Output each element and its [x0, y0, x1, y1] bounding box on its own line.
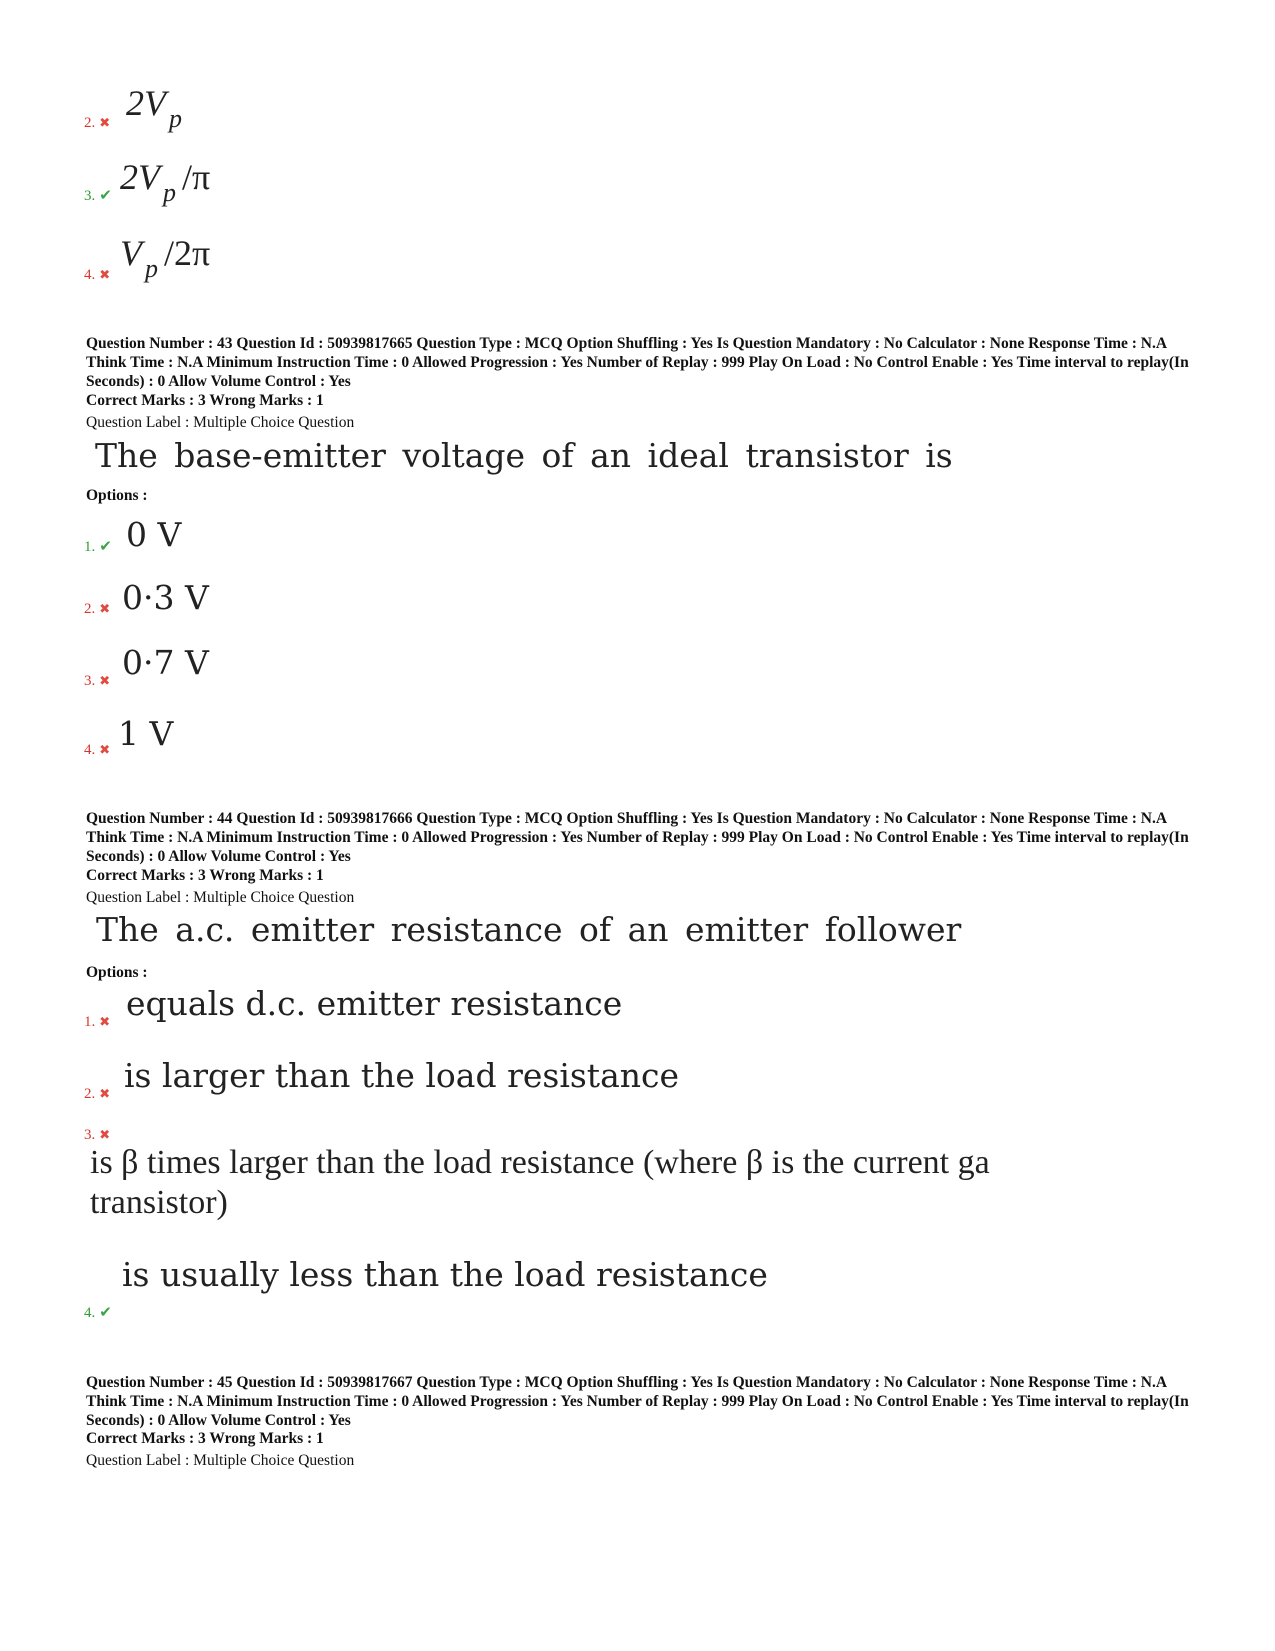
wrong-icon: ✖	[99, 267, 111, 282]
option-text: 0·3 V	[122, 578, 209, 617]
correct-icon: ✔	[99, 188, 112, 204]
option-number: 3. ✖	[84, 1127, 111, 1143]
question-text: The a.c. emitter resistance of an emitter follower	[96, 910, 962, 949]
wrong-icon: ✖	[99, 1086, 111, 1101]
option-number: 3. ✖	[84, 673, 111, 689]
question-marks: Correct Marks : 3 Wrong Marks : 1	[86, 867, 324, 884]
option-number: 3. ✔	[84, 188, 112, 204]
option-text: equals d.c. emitter resistance	[126, 984, 623, 1023]
option-text: is usually less than the load resistance	[122, 1255, 768, 1294]
option-number: 1. ✖	[84, 1014, 111, 1030]
wrong-icon: ✖	[99, 742, 111, 757]
option-number: 4. ✖	[84, 267, 111, 283]
option-number: 2. ✖	[84, 601, 111, 617]
option-number: 2. ✖	[84, 1086, 111, 1102]
wrong-icon: ✖	[99, 1014, 111, 1029]
option-text-line: transistor)	[90, 1184, 228, 1221]
wrong-icon: ✖	[99, 601, 111, 616]
question-label: Question Label : Multiple Choice Question	[86, 889, 355, 906]
option-number: 1. ✔	[84, 539, 112, 555]
wrong-icon: ✖	[99, 673, 111, 688]
correct-icon: ✔	[99, 1305, 112, 1321]
question-meta: Question Number : 45 Question Id : 50939817667 Question Type : MCQ Option Shuffling : Yes Is Question Mandatory : No Calculator : None Response Time : N.A Think Time : N.A Minimum Instruction Time : 0 Allowed Progression : Yes Number of Replay : 999 Play On Load : No Control Enable : Yes Time interval to replay(In Seconds) : 0 Allow Volume Control : Yes	[86, 1374, 1189, 1429]
option-expression: 2V $_p$ /π	[120, 157, 211, 207]
question-text: The base-emitter voltage of an ideal transistor is	[95, 436, 953, 475]
question-marks: Correct Marks : 3 Wrong Marks : 1	[86, 1430, 324, 1447]
question-marks: Correct Marks : 3 Wrong Marks : 1	[86, 392, 324, 409]
wrong-icon: ✖	[99, 115, 111, 130]
options-label: Options :	[86, 487, 148, 504]
option-expression: V $_p$ /2π	[120, 233, 211, 283]
option-text: is larger than the load resistance	[124, 1056, 680, 1095]
question-meta: Question Number : 44 Question Id : 50939817666 Question Type : MCQ Option Shuffling : Yes Is Question Mandatory : No Calculator : None Response Time : N.A Think Time : N.A Minimum Instruction Time : 0 Allowed Progression : Yes Number of Replay : 999 Play On Load : No Control Enable : Yes Time interval to replay(In Seconds) : 0 Allow Volume Control : Yes	[86, 810, 1189, 865]
question-label: Question Label : Multiple Choice Question	[86, 414, 355, 431]
option-number: 2. ✖	[84, 115, 111, 131]
question-label: Question Label : Multiple Choice Question	[86, 1452, 355, 1469]
option-text: 0·7 V	[122, 643, 209, 682]
option-number: 4. ✖	[84, 742, 111, 758]
correct-icon: ✔	[99, 539, 112, 555]
option-expression: 2V $_p$	[126, 83, 182, 133]
options-label: Options :	[86, 964, 148, 981]
question-meta: Question Number : 43 Question Id : 50939817665 Question Type : MCQ Option Shuffling : Yes Is Question Mandatory : No Calculator : None Response Time : N.A Think Time : N.A Minimum Instruction Time : 0 Allowed Progression : Yes Number of Replay : 999 Play On Load : No Control Enable : Yes Time interval to replay(In Seconds) : 0 Allow Volume Control : Yes	[86, 335, 1189, 390]
option-number: 4. ✔	[84, 1305, 112, 1321]
option-text: 0 V	[126, 515, 182, 554]
option-text: 1 V	[118, 714, 174, 753]
option-text-multiline[interactable]	[90, 1143, 1158, 1233]
wrong-icon: ✖	[99, 1127, 111, 1142]
option-text-line: is β times larger than the load resistance (where β is the current ga	[90, 1144, 990, 1181]
